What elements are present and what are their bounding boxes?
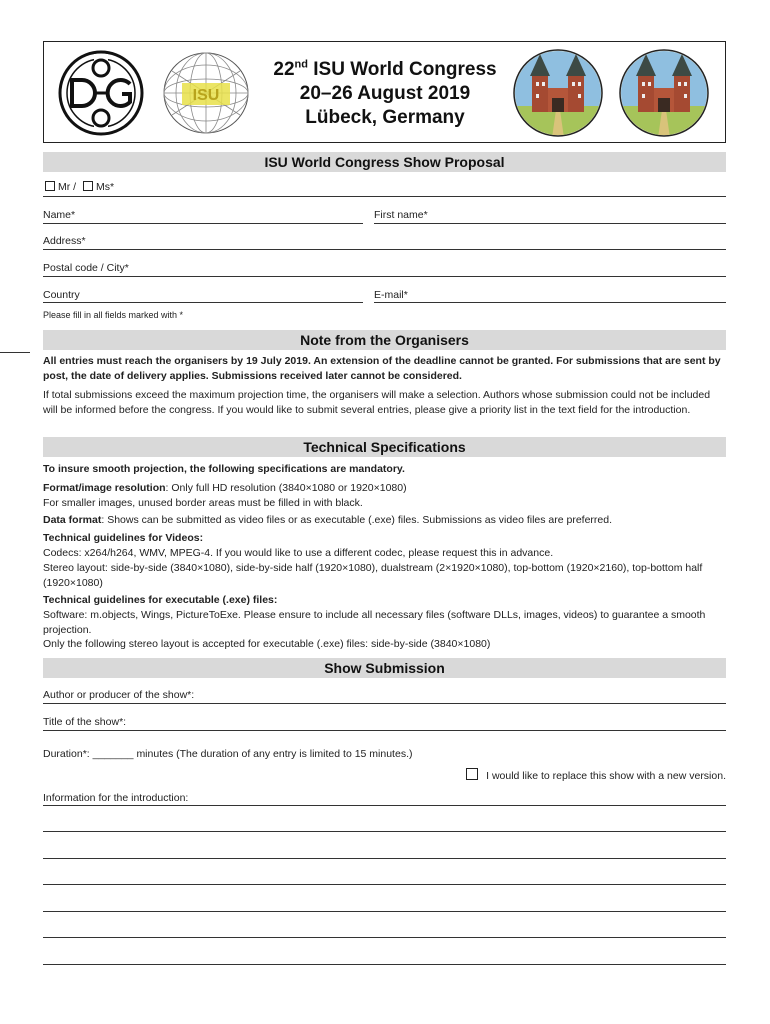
mr-checkbox[interactable] bbox=[45, 181, 55, 191]
congress-location: Lübeck, Germany bbox=[305, 107, 465, 128]
mr-label: Mr / bbox=[58, 181, 77, 193]
introduction-line-6[interactable] bbox=[43, 937, 726, 938]
video-stereo-layout: Stereo layout: side-by-side (3840×1080), side-by-side half (1920×1080), dualstream (2×1920×1080), top-bottom (1920×2160), top-bottom half (1920×1080) bbox=[43, 562, 703, 589]
replace-label: I would like to replace this show with a new version. bbox=[486, 770, 726, 782]
congress-title bbox=[262, 58, 508, 130]
title-number: 22 bbox=[273, 59, 295, 80]
section-submission-header: Show Submission bbox=[43, 658, 726, 678]
video-codecs: Codecs: x264/h264, WMV, MPEG-4. If you would like to use a different codec, please request this in advance. bbox=[43, 547, 554, 559]
section-proposal-header: ISU World Congress Show Proposal bbox=[43, 152, 726, 172]
data-format-text: : Shows can be submitted as video files or as executable (.exe) files. Submissions as video files are preferred. bbox=[101, 514, 613, 526]
holstentor-logo-left bbox=[512, 48, 604, 138]
exe-guidelines-heading: Technical guidelines for executable (.exe) files: bbox=[43, 594, 278, 606]
tech-resolution bbox=[43, 481, 726, 496]
introduction-line-7[interactable] bbox=[43, 964, 726, 965]
tech-intro: To insure smooth projection, the following specifications are mandatory. bbox=[43, 463, 405, 475]
duration-text: minutes (The duration of any entry is limited to 15 minutes.) bbox=[136, 748, 413, 760]
salutation-row bbox=[45, 181, 114, 193]
exe-software: Software: m.objects, Wings, PictureToExe. Please ensure to include all necessary files (software DLLs, images, videos) to guarantee a smooth projection. bbox=[43, 609, 706, 636]
isu-globe-logo bbox=[160, 49, 252, 137]
title-text: ISU World Congress bbox=[307, 59, 497, 80]
first-name-field[interactable] bbox=[374, 223, 726, 224]
video-guidelines-heading: Technical guidelines for Videos: bbox=[43, 532, 204, 544]
author-label: Author or producer of the show*: bbox=[43, 689, 195, 701]
author-field[interactable] bbox=[43, 703, 726, 704]
introduction-line-5[interactable] bbox=[43, 911, 726, 912]
ms-checkbox[interactable] bbox=[83, 181, 93, 191]
title-field[interactable] bbox=[43, 730, 726, 731]
holstentor-logo-right bbox=[618, 48, 710, 138]
ms-label: Ms* bbox=[96, 181, 115, 193]
replace-row bbox=[466, 768, 726, 782]
postal-city-field[interactable] bbox=[43, 276, 726, 277]
introduction-line-3[interactable] bbox=[43, 858, 726, 859]
title-ordinal: nd bbox=[294, 58, 308, 71]
replace-checkbox[interactable] bbox=[466, 768, 478, 780]
tech-resolution-note: For smaller images, unused border areas must be filled in with black. bbox=[43, 497, 363, 509]
first-name-label: First name* bbox=[374, 209, 428, 221]
duration-row bbox=[43, 748, 412, 760]
data-format-label: Data format bbox=[43, 514, 102, 526]
name-label: Name* bbox=[43, 209, 76, 221]
resolution-label: Format/image resolution bbox=[43, 482, 166, 494]
address-label: Address* bbox=[43, 235, 86, 247]
section-note-header: Note from the Organisers bbox=[43, 330, 726, 350]
required-fields-note: Please fill in all fields marked with * bbox=[43, 310, 184, 320]
isu-logo-text: ISU bbox=[192, 87, 220, 104]
header-banner bbox=[43, 41, 726, 143]
title-label: Title of the show*: bbox=[43, 716, 127, 728]
address-field[interactable] bbox=[43, 249, 726, 250]
introduction-line-1[interactable] bbox=[43, 805, 726, 806]
duration-field[interactable]: _______ bbox=[92, 748, 134, 760]
postal-city-label: Postal code / City* bbox=[43, 262, 129, 274]
duration-label: Duration*: bbox=[43, 748, 90, 760]
introduction-label: Information for the introduction: bbox=[43, 792, 189, 804]
country-field[interactable] bbox=[43, 302, 363, 303]
note-selection-text: If total submissions exceed the maximum projection time, the organisers will make a selection. Authors whose submission could not be included will be informed before the congress. If you would like to submit several entries, please give a priority list in the text field for the introduction. bbox=[43, 389, 711, 416]
note-deadline-text: All entries must reach the organisers by 19 July 2019. An extension of the deadline cannot be granted. For submissions that are sent by post, the date of delivery applies. Submissions received later cannot be considered. bbox=[43, 355, 721, 382]
country-label: Country bbox=[43, 289, 80, 301]
dgg-logo bbox=[58, 50, 144, 136]
name-field[interactable] bbox=[43, 223, 363, 224]
congress-dates: 20–26 August 2019 bbox=[299, 83, 471, 104]
tech-data-format bbox=[43, 513, 726, 528]
email-field[interactable] bbox=[374, 302, 726, 303]
introduction-line-4[interactable] bbox=[43, 884, 726, 885]
email-label: E-mail* bbox=[374, 289, 408, 301]
introduction-line-2[interactable] bbox=[43, 831, 726, 832]
section-tech-header: Technical Specifications bbox=[43, 437, 726, 457]
resolution-text: : Only full HD resolution (3840×1080 or 1920×1080) bbox=[165, 482, 407, 494]
exe-stereo-layout: Only the following stereo layout is accepted for executable (.exe) files: side-by-side (3840×1080) bbox=[43, 638, 491, 650]
salutation-line bbox=[43, 196, 726, 197]
margin-mark bbox=[0, 352, 30, 353]
